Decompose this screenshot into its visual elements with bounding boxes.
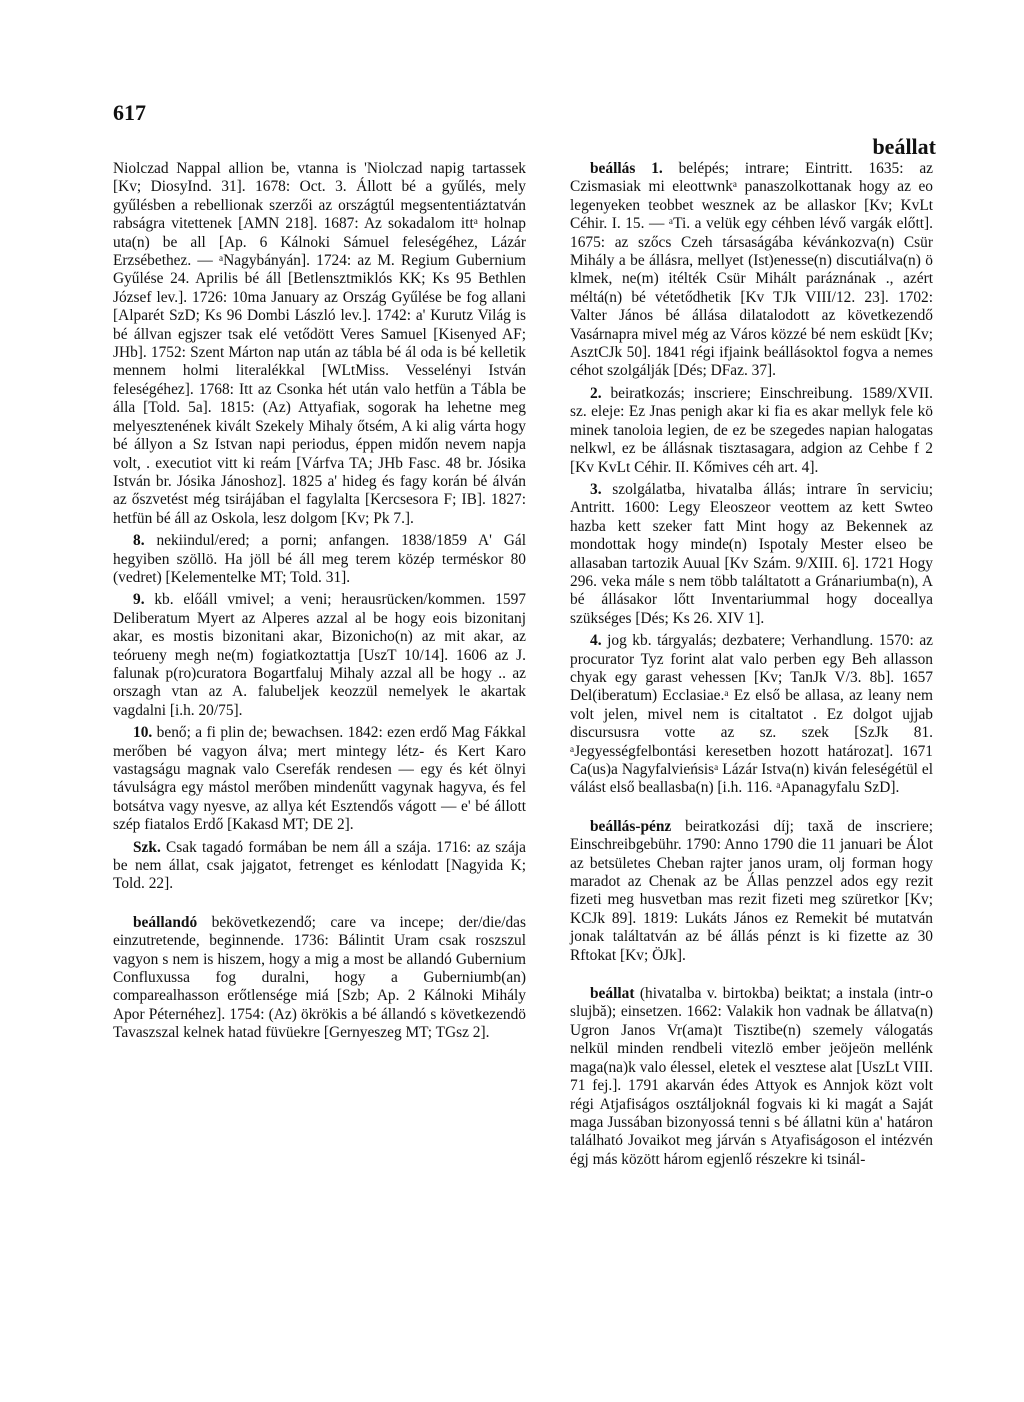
sense-text: benő; a fi plin de; bewachsen. 1842: ezen erdő Mag Fákkal merőben bé vagyon álva; mert mintegy létz- és Kert Karo vastagságu magnak valo Cserefák rendesen — egy és két ölnyi távulságra egy mástol merőben mindenűtt vagynak hagyva, és fel botsátva vagy nyesve, az allya két Esztendős vágott — e' bé állott szép fiatalos Erdő [Kakasd MT; DE 2]. <box>113 724 526 834</box>
right-column <box>570 160 933 1169</box>
entry-continuation: Niolczad Nappal allion be, vtanna is 'Niolczad napig tartassek [Kv; DiosyInd. 31]. 1678: Oct. 3. Állott bé a gyűlés, mely gyűlésben a rebellionak szerzői az országtúl megsententiáztatván rabságra vitettenek [AMN 218]. 1687: Az sokadalom ittᵃ holnap uta(n) be all [Ap. 6 Kálnoki Sámuel feleségéhez, Lázár Erzsébethez. — ᵃNagybányán]. 1724: az M. Regium Gubernium Gyűlése 24. Aprilis bé áll [Betlensztmiklós KK; Ks 95 Bethlen József lev.]. 1726: 10ma January az Ország Gyűlése be fog allani [Alparét SzD; Ks 96 Dombi László lev.]. 1742: a' Kurutz Világ is bé állvan egjszer tsak elé vetődött Veres Samuel [Kisenyed AF; JHb]. 1752: Szent Márton nap után az tábla bé ál oda is bé kelletik mennem holmi literalékkal [WLtMiss. Vesselényi István feleségéhez]. 1768: Itt az Csonka hét után valo hetfün a Tábla be álla [Told. 5a]. 1815: (Az) Attyafiak, sogorak ha lehetne meg melyesztenének kivált Szekely Mihaly őtsém, A ki alig várta hogy bé állyon a Sz Istvan napi periodus, éppen midőn nevem napja volt, . executiot vitt ki reám [Várfva TA; JHb Fasc. 48 br. Jósika István br. Jósika Jánoshoz]. 1825 a' hideg és fagy korán bé álván az őszvetést még tsirájában el fagylalta [Kercsesora F; IB]. 1827: hetfün bé áll az Oskola, lesz dolgom [Kv; Pk 7.]. <box>113 160 526 527</box>
szk-label: Szk. <box>133 838 161 856</box>
entry-beallando <box>113 914 526 1043</box>
sense-text: nekiindul/ered; a porni; anfangen. 1838/1859 A' Gál hegyiben szöllö. Ha jöll bé áll meg terem közép terméskor 80 (vedret) [Kelementelke MT; Told. 31]. <box>113 532 526 586</box>
beallas-sense-4 <box>570 632 933 798</box>
entry-beallas-penz <box>570 818 933 965</box>
szk-phrase <box>113 839 526 894</box>
sense-8 <box>113 532 526 587</box>
entry-text: bekövetkezendő; care va incepe; der/die/das einzutretende, beginnende. 1736: Bálintit Uram csak roszszul vagyon s nem is hiszem, hogy a mig a most be allandó Gubernium Confluxussa fog duralni, hogy a Guberniumb(an) comparealhasson erőtlensége miá [Szb; Ap. 2 Kálnoki Mihály Apor Péternéhez]. 1754: (Az) ökrökis a bé állandó s következendö Tavaszszal kelnek hatad füvüekre [Gernyeszeg MT; TGsz 2]. <box>113 913 526 1042</box>
headword: beállás <box>590 160 636 177</box>
sense-9 <box>113 591 526 720</box>
page-header <box>113 100 936 159</box>
sense-text: szolgálatba, hivatalba állás; intrare în serviciu; Antritt. 1600: Legy Eleoszeor veottem az kett Swteo hazba kett szeker fatt Mint hogy az Bekennek az mondottak hogy minde(n) Ispotaly Mester elseo be allasaban tartozik Auual [Kv Szám. 9/XIII. 6]. 1721 Hogy 296. veka mále s nem több találtatott a Gránariumba(n), A bé állásakor lőtt Inventariummal hogy doceallya szükséges [Dés; Ks 26. XIV 1]. <box>570 480 933 627</box>
running-head: beállat <box>872 134 936 159</box>
sense-text: jog kb. tárgyalás; dezbatere; Verhandlung. 1570: az procurator Tyz forint alat valo perben egy Beh allasson chyak egy garast vehessen [Kv; TanJk V/3. 8b]. 1657 Del(iberatum) Ecclasiae.ᵃ Ez első be allasa, az leany nem volt jelen, mivel nem is citaltatot . Ez dolgot ujjab discursusra votte az sz. szek [SzJk 81. ᵃJegyességfelbontási keresetben hozott határozat]. 1671 Ca(us)a Nagyfalvieńsisᵃ Lázár Istva(n) kiván feleségétül el válást első beallasba(n) [i.h. 116. ᵃApanagyfalu SzD]. <box>570 632 933 797</box>
entry-beallat <box>570 985 933 1169</box>
headword: beállás-pénz <box>590 817 672 835</box>
sense-number: 3. <box>590 480 602 498</box>
sense-number: 4. <box>590 632 602 650</box>
sense-number: 10. <box>133 724 153 742</box>
sense-number: 1. <box>651 160 663 177</box>
szk-text: Csak tagadó formában be nem áll a szája. 1716: az szája be nem állat, csak jajgatot, fetrenget es kénlodatt [Nagyida K; Told. 22]. <box>113 838 526 893</box>
sense-number: 2. <box>590 384 602 402</box>
headword: beállat <box>590 985 635 1003</box>
beallas-sense-3 <box>570 481 933 628</box>
headword: beállandó <box>133 913 198 931</box>
page-number: 617 <box>113 100 146 125</box>
entry-text: (hivatalba v. birtokba) beiktat; a instala (intr-o slujbă); einsetzen. 1662: Valakik hon vadnak be állatva(n) Ugron Janos Vr(ama)t Tisztibe(n) szemely válogatás nelkül minden rendbeli vitezlö ember jeöjeön mellénk maga(na)k valo élessel, eletek el vesztese alat [UszLt VIII. 71 fej.]. 1791 akarván édes Attyok es Annjok közt volt régi Atjafiságos osztáljoknál fogvais ki ki magát a Saját maga Jussában bizonyossá tenni s bé állatni kün a' határon található Jovaikot meg járván s Atyafiságoson el intézvén égj más között három egjenlő részekre ki tsinál- <box>570 985 934 1168</box>
sense-text: kb. előáll vmivel; a veni; herausrücken/kommen. 1597 Deliberatum Myert az Alperes azzal al be hogy eois bizonitanj akar, es mostis bizonitani akar, Bizonicho(n) az mit akar, az teórueny megh ne(m) fogiatkoztattja [UszT 10/14]. 1606 az J. falunak p(ro)curatora Bogartfaluj Mihaly azzal all be hogy .. az orszagh vtan az A. falubeljek keozzül nemelyek le akartak vagdalni [i.h. 20/75]. <box>113 591 526 719</box>
entry-text: beiratkozási díj; taxă de inscriere; Einschreibgebühr. 1790: Anno 1790 die 11 januari be Álot az betsületes Cheban rajter janos uram, olj forman hogy maradot az Chenak az be Állas penzzel ados egy rezit fizeti meg husvetban mas rezit fizeti meg szüretkor [Kv; KCJk 89]. 1819: Lukáts János ez Remekit bé mutatván jonak találtatván az bé állás pénzt is ki fizette az 30 Rftokat [Kv; ÖJk]. <box>570 817 933 964</box>
sense-number: 8. <box>133 532 145 550</box>
sense-text: belépés; intrare; Eintritt. 1635: az Czismasiak mi eleottwnkᵃ panaszolkottanak hogy az eo legenyeken teobbet wesznek az be allaskor [Kv; KvLt Céhir. I. 15. — ᵃTi. a velük egy céhben lévő vargák előtt]. 1675: az szőcs Czeh társaságába kévánkozva(n) Csür Mihály a be állásra, mellyet (Ist)enesse(n) discutiálva(n) ö klmek, ne(m) itélték Csür Mihált paráznának ., azért méltá(n) bé vétetődhetik [Kv TJk VIII/12. 23]. 1702: Valter János bé állása dilatalodott az következendő Vasárnapra mivel még az Város közzé bé nem esküdt [Kv; AsztCJk 50]. 1841 régi ifjaink beállásoktol fogva a nemes céhot szolgálják [Dés; DFaz. 37]. <box>570 160 934 380</box>
sense-10 <box>113 724 526 834</box>
left-column <box>113 160 526 1043</box>
entry-beallas <box>570 160 933 381</box>
beallas-sense-2 <box>570 385 933 477</box>
sense-text: beiratkozás; inscriere; Einschreibung. 1589/XVII. sz. eleje: Ez Jnas penigh akar ki fia es akar mellyk fele kö minek tanoloia legien, de ez be szegedes napian halogatas nelkwl, ez be állásnak tisztasagara, adgion az Cehbe f 2 [Kv KvLt Céhir. II. Kőmives céh art. 4]. <box>570 384 933 476</box>
sense-number: 9. <box>133 591 145 609</box>
